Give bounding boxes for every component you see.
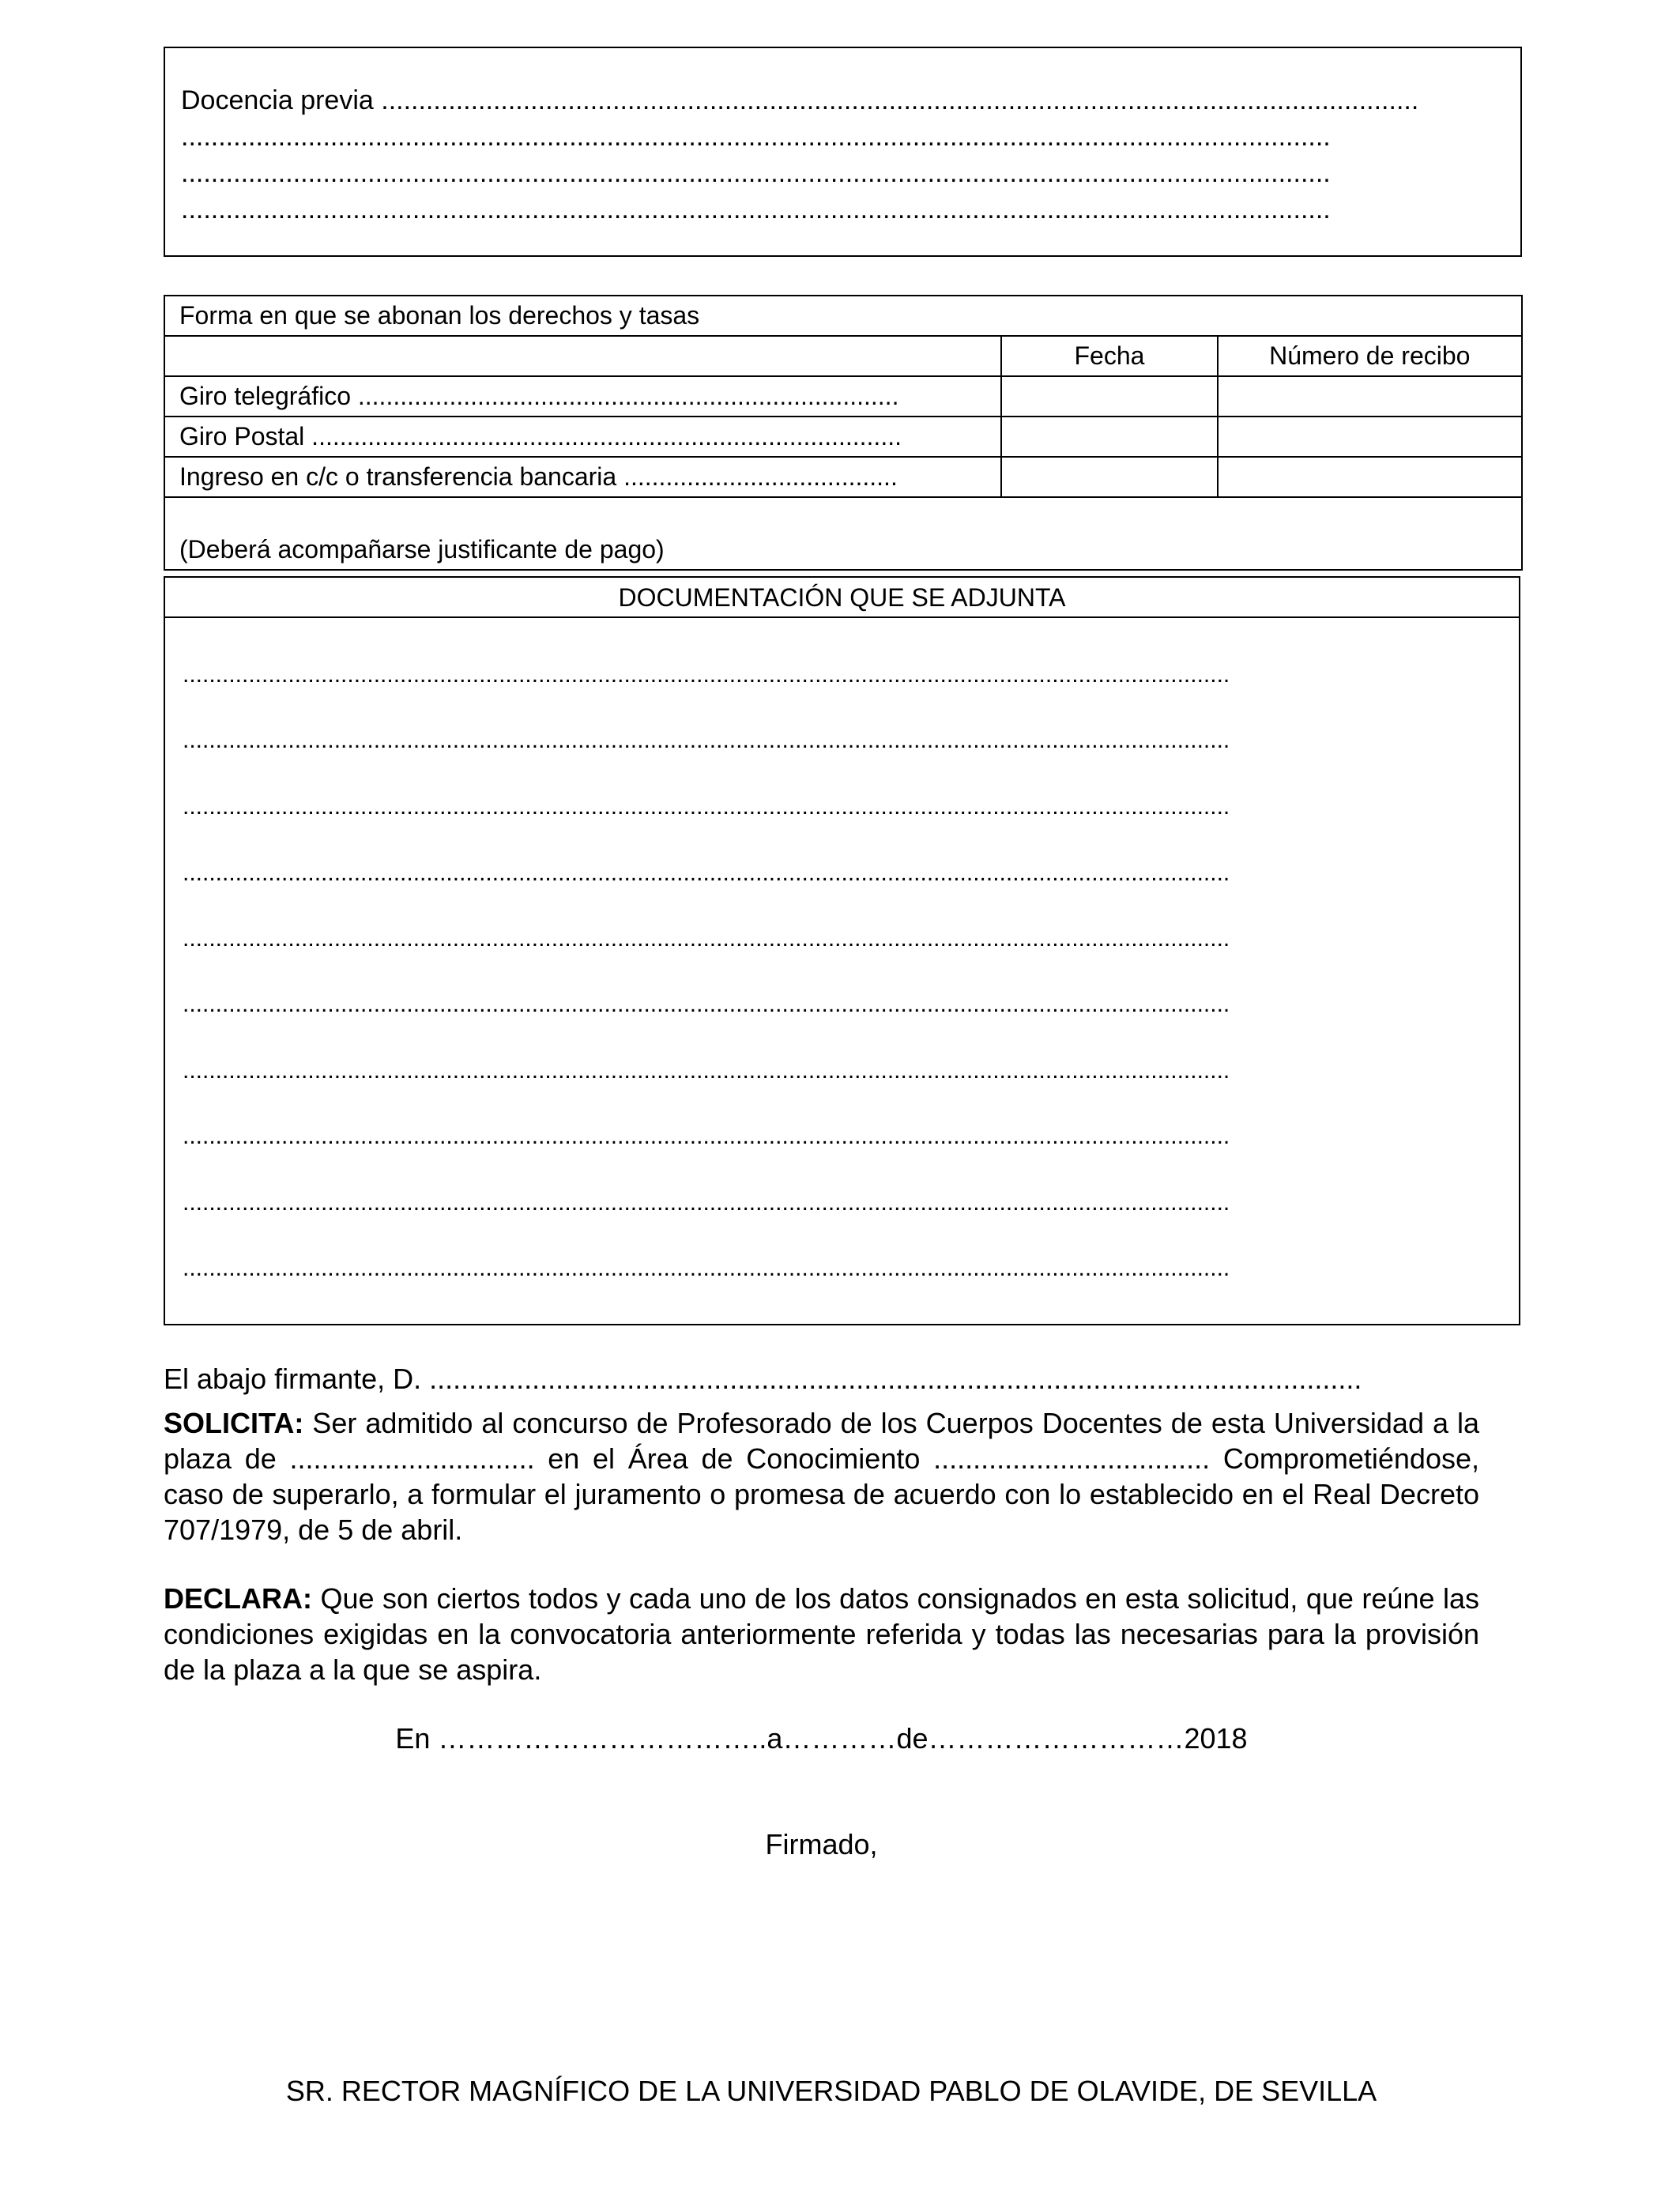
docencia-first-line[interactable] <box>181 85 1477 116</box>
payment-header-empty <box>164 336 1001 376</box>
declara-paragraph <box>164 1581 1479 1687</box>
solicita-paragraph <box>164 1405 1479 1547</box>
docencia-dots: ........................................................................................................................................... <box>381 85 1419 115</box>
recibo-cell[interactable] <box>1218 457 1522 497</box>
documentacion-line[interactable]: ............................................................................................................................................................... <box>183 1189 1230 1216</box>
fecha-cell[interactable] <box>1001 376 1217 417</box>
payment-table <box>164 295 1523 571</box>
solicita-label: SOLICITA: <box>164 1407 304 1439</box>
payment-row <box>164 376 1522 417</box>
documentacion-title: DOCUMENTACIÓN QUE SE ADJUNTA <box>165 578 1519 618</box>
footer-addressee: SR. RECTOR MAGNÍFICO DE LA UNIVERSIDAD PABLO DE OLAVIDE, DE SEVILLA <box>285 2075 1377 2107</box>
col-recibo-header: Número de recibo <box>1218 336 1522 376</box>
fecha-line[interactable]: En ……………………………..a…………de………………………2018 <box>395 1722 1248 1755</box>
fecha-cell[interactable] <box>1001 417 1217 457</box>
documentacion-line[interactable]: ............................................................................................................................................................... <box>183 727 1230 753</box>
col-fecha-header: Fecha <box>1001 336 1217 376</box>
firmado-label: Firmado, <box>765 1828 878 1860</box>
docencia-label: Docencia previa <box>181 85 374 115</box>
declara-text: Que son ciertos todos y cada uno de los datos consignados en esta solicitud, que reúne las condiciones exigidas en la convocatoria anteriormente referida y todas las necesarias para la provisión de la plaza a la que se aspira. <box>164 1582 1479 1686</box>
documentacion-line[interactable]: ............................................................................................................................................................... <box>183 1123 1230 1149</box>
payment-title-row <box>164 296 1522 336</box>
documentacion-line[interactable]: ............................................................................................................................................................... <box>183 1255 1230 1281</box>
docencia-line[interactable]: .......................................................................................................................................................... <box>181 122 1331 152</box>
payment-note: (Deberá acompañarse justificante de pago) <box>164 497 1522 570</box>
documentacion-line[interactable]: ............................................................................................................................................................... <box>183 991 1230 1017</box>
payment-method-label: Giro Postal .................................................................................... <box>164 417 1001 457</box>
documentacion-line[interactable]: ............................................................................................................................................................... <box>183 925 1230 952</box>
firmante-line[interactable]: El abajo firmante, D. ...................................................................................................................... <box>164 1363 1362 1395</box>
documentacion-line[interactable]: ............................................................................................................................................................... <box>183 860 1230 886</box>
signature-area[interactable] <box>553 1881 1106 2023</box>
documentacion-line[interactable]: ............................................................................................................................................................... <box>183 1057 1230 1084</box>
payment-header-row <box>164 336 1522 376</box>
recibo-cell[interactable] <box>1218 376 1522 417</box>
declara-label: DECLARA: <box>164 1582 312 1615</box>
solicita-text: Ser admitido al concurso de Profesorado de los Cuerpos Docentes de esta Universidad a la plaza de ............................... en el Área de Conocimiento ................................... Comprometiéndose, caso de superarlo, a formular el juramento o promesa de acuerdo con lo establecido en el Real Decreto 707/1979, de 5 de abril. <box>164 1407 1479 1546</box>
payment-method-label: Giro telegráfico ............................................................................. <box>164 376 1001 417</box>
recibo-cell[interactable] <box>1218 417 1522 457</box>
payment-method-label: Ingreso en c/c o transferencia bancaria ....................................... <box>164 457 1001 497</box>
docencia-previa-box <box>164 47 1522 257</box>
fecha-cell[interactable] <box>1001 457 1217 497</box>
payment-row <box>164 457 1522 497</box>
docencia-line[interactable]: .......................................................................................................................................................... <box>181 194 1331 224</box>
payment-row <box>164 417 1522 457</box>
docencia-line[interactable]: .......................................................................................................................................................... <box>181 158 1331 188</box>
documentacion-box <box>164 576 1520 1325</box>
documentacion-line[interactable]: ............................................................................................................................................................... <box>183 662 1230 688</box>
payment-note-row <box>164 497 1522 570</box>
documentacion-line[interactable]: ............................................................................................................................................................... <box>183 794 1230 820</box>
payment-title: Forma en que se abonan los derechos y tasas <box>164 296 1522 336</box>
